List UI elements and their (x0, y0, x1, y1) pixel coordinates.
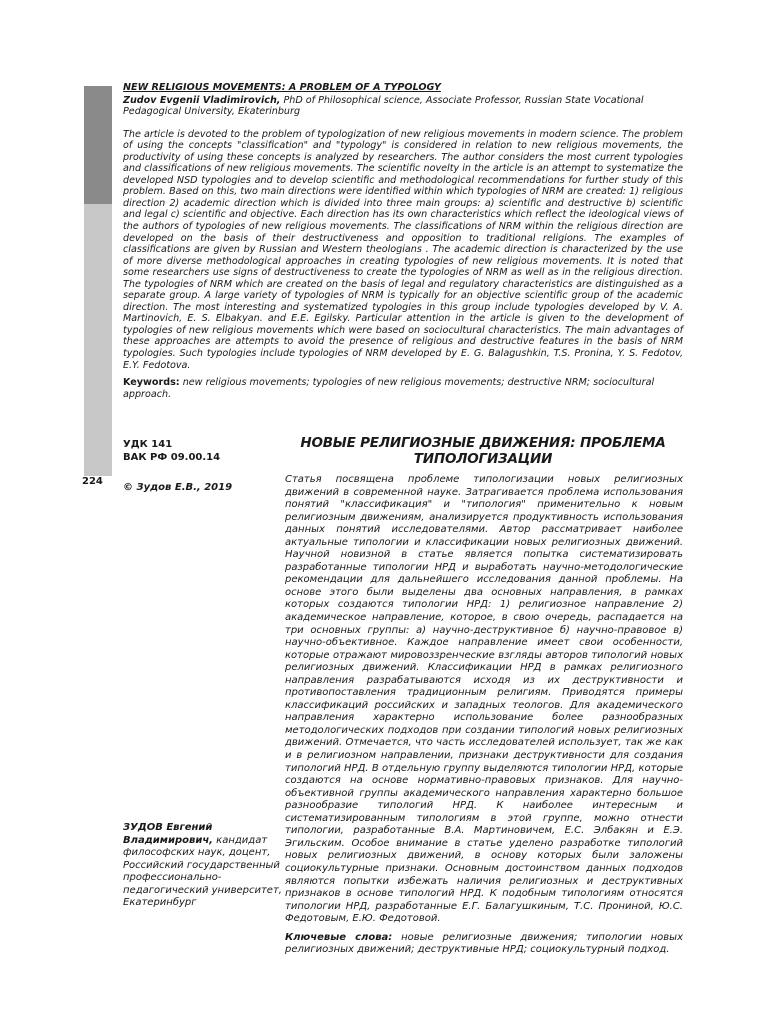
english-title: NEW RELIGIOUS MOVEMENTS: A PROBLEM OF A TYPOLOGY (123, 82, 441, 93)
classification-codes (123, 438, 220, 464)
russian-abstract-text: Статья посвящена проблеме типологизации новых религиозных движений в современной науке. Затрагивается проблема использования понятий "классификация" и "типология" применительно к новым религиозным движениям, анализируется продуктивность использования данных понятий исследователями. Автор рассматривает наиболее актуальные типологии и классификации новых религиозных движений. Научной новизной в статье является попытка систематизировать разработанные типологии НРД и выработать научно-методологические рекомендации для дальнейшего исследования данной проблемы. На основе этого были выделены два основных направления, в рамках которых создаются типологии НРД: 1) религиозное направление 2) академическое направление, которое, в свою очередь, распадается на три основных группы: а) научно-деструктивное б) научно-правовое в) научно-объективное. Каждое направление имеет свои особенности, которые отражают мировоззренческие взгляды авторов типологий новых религиозных движений. Классификации НРД в рамках религиозного направления разрабатываются исходя из их деструктивности и противопоставления традиционным религиям. Приводятся примеры классификаций российских и западных теологов. Для академического направления характерно использование более разнообразных методологических подходов при создании типологий новых религиозных движений. Отмечается, что часть исследователей использует, так же как и в религиозном направлении, признаки деструктивности для создания типологий НРД. В отдельную группу выделяются типологии НРД, которые создаются на основе нормативно-правовых признаков. Для научно-объективной группы академического направления характерно большое разнообразие типологий НРД. К наиболее интересным и систематизированным типологиям в этой группе, можно отнести типологии, разработанные В.А. Мартиновичем, Е.С. Элбакян и Е.Э. Эгильским. Особое внимание в статье уделено разработке типологий новых религиозных движений, в основу которых были заложены социокультурные признаки. Основным достоинством данных подходов являются попытки избежать наличия религиозных и деструктивных признаков в основе типологий НРД. К подобным типологиям относятся типологии НРД, разработанные Е.Г. Балагушкиным, Т.С. Прониной, Ю.С. Федотовым, Е.Ю. Федотовой. (285, 474, 683, 925)
russian-author-block (123, 822, 285, 910)
english-keywords (123, 377, 683, 400)
russian-abstract-block (285, 474, 683, 957)
russian-keywords-text: новые религиозные движения; типологии новых религиозных движений; деструктивные НРД; социокультурный подход. (285, 931, 683, 956)
english-abstract-block (123, 82, 683, 400)
russian-keywords-label: Ключевые слова: (285, 931, 393, 943)
english-author-affiliation: PhD of Philosophical science, Associate Professor, Russian State Vocational Pedagogical University, Ekaterinburg (123, 94, 644, 118)
english-keywords-label: Keywords: (123, 377, 180, 389)
copyright-notice: © Зудов Е.В., 2019 (123, 482, 233, 493)
page-number: 224 (82, 476, 103, 487)
russian-author-name: ЗУДОВ Евгений Владимирович, (123, 822, 213, 846)
russian-author-affiliation: кандидат философских наук, доцент, Российский государственный профессионально-педагогический университет, Екатеринбург (123, 834, 282, 908)
russian-title: НОВЫЕ РЕЛИГИОЗНЫЕ ДВИЖЕНИЯ: ПРОБЛЕМА ТИПОЛОГИЗАЦИИ (300, 435, 666, 467)
udk-code: УДК 141 (123, 439, 173, 450)
english-author-name: Zudov Evgenii Vladimirovich, (123, 94, 281, 106)
vak-code: ВАК РФ 09.00.14 (123, 452, 221, 463)
margin-bar-light (84, 204, 112, 476)
english-keywords-text: new religious movements; typologies of new religious movements; destructive NRM; sociocultural approach. (123, 377, 655, 400)
russian-keywords (285, 932, 683, 957)
margin-bar-dark (84, 86, 112, 204)
english-author (123, 95, 683, 118)
english-abstract-text: The article is devoted to the problem of typologization of new religious movements in modern science. The problem of using the concepts "classification" and "typology" is considered in relation to new religious movements, the productivity of using these concepts is analyzed by researchers. The author considers the most current typologies and classifications of new religious movements. The scientific novelty in the article is an attempt to systematize the developed NSD typologies and to develop scientific and methodological recommendations for further study of this problem. Based on this, two main directions were identified within which typologies of NRM are created: 1) religious direction 2) academic direction which is divided into three main groups: a) scientific and destructive b) scientific and legal c) scientific and objective. Each direction has its own characteristics which reflect the ideological views of the authors of typologies of new religious movements. The classifications of NRM within the religious direction are developed on the basis of their destructiveness and opposition to traditional religions. The examples of classifications are given by Russian and Western theologians . The academic direction is characterized by the use of more diverse methodological approaches in creating typologies of new religious movements. It is noted that some researchers use signs of destructiveness to create the typologies of NRM as well as in the religious direction. The typologies of NRM which are created on the basis of legal and regulatory characteristics are distinguished as a separate group. A large variety of typologies of NRM is typically for an objective scientific group of the academic direction. The most interesting and systematized typologies in this group include typologies developed by V. A. Martinovich, E. S. Elbakyan. and E.E. Egilsky. Particular attention in the article is given to the development of typologies of new religious movements which were based on sociocultural characteristics. The main advantages of these approaches are attempts to avoid the presence of religious and destructive features in the basis of NRM typologies. Such typologies include typologies of NRM developed by E. G. Balagushkin, T.S. Pronina, Y. S. Fedotov, E.Y. Fedotova. (123, 128, 683, 371)
